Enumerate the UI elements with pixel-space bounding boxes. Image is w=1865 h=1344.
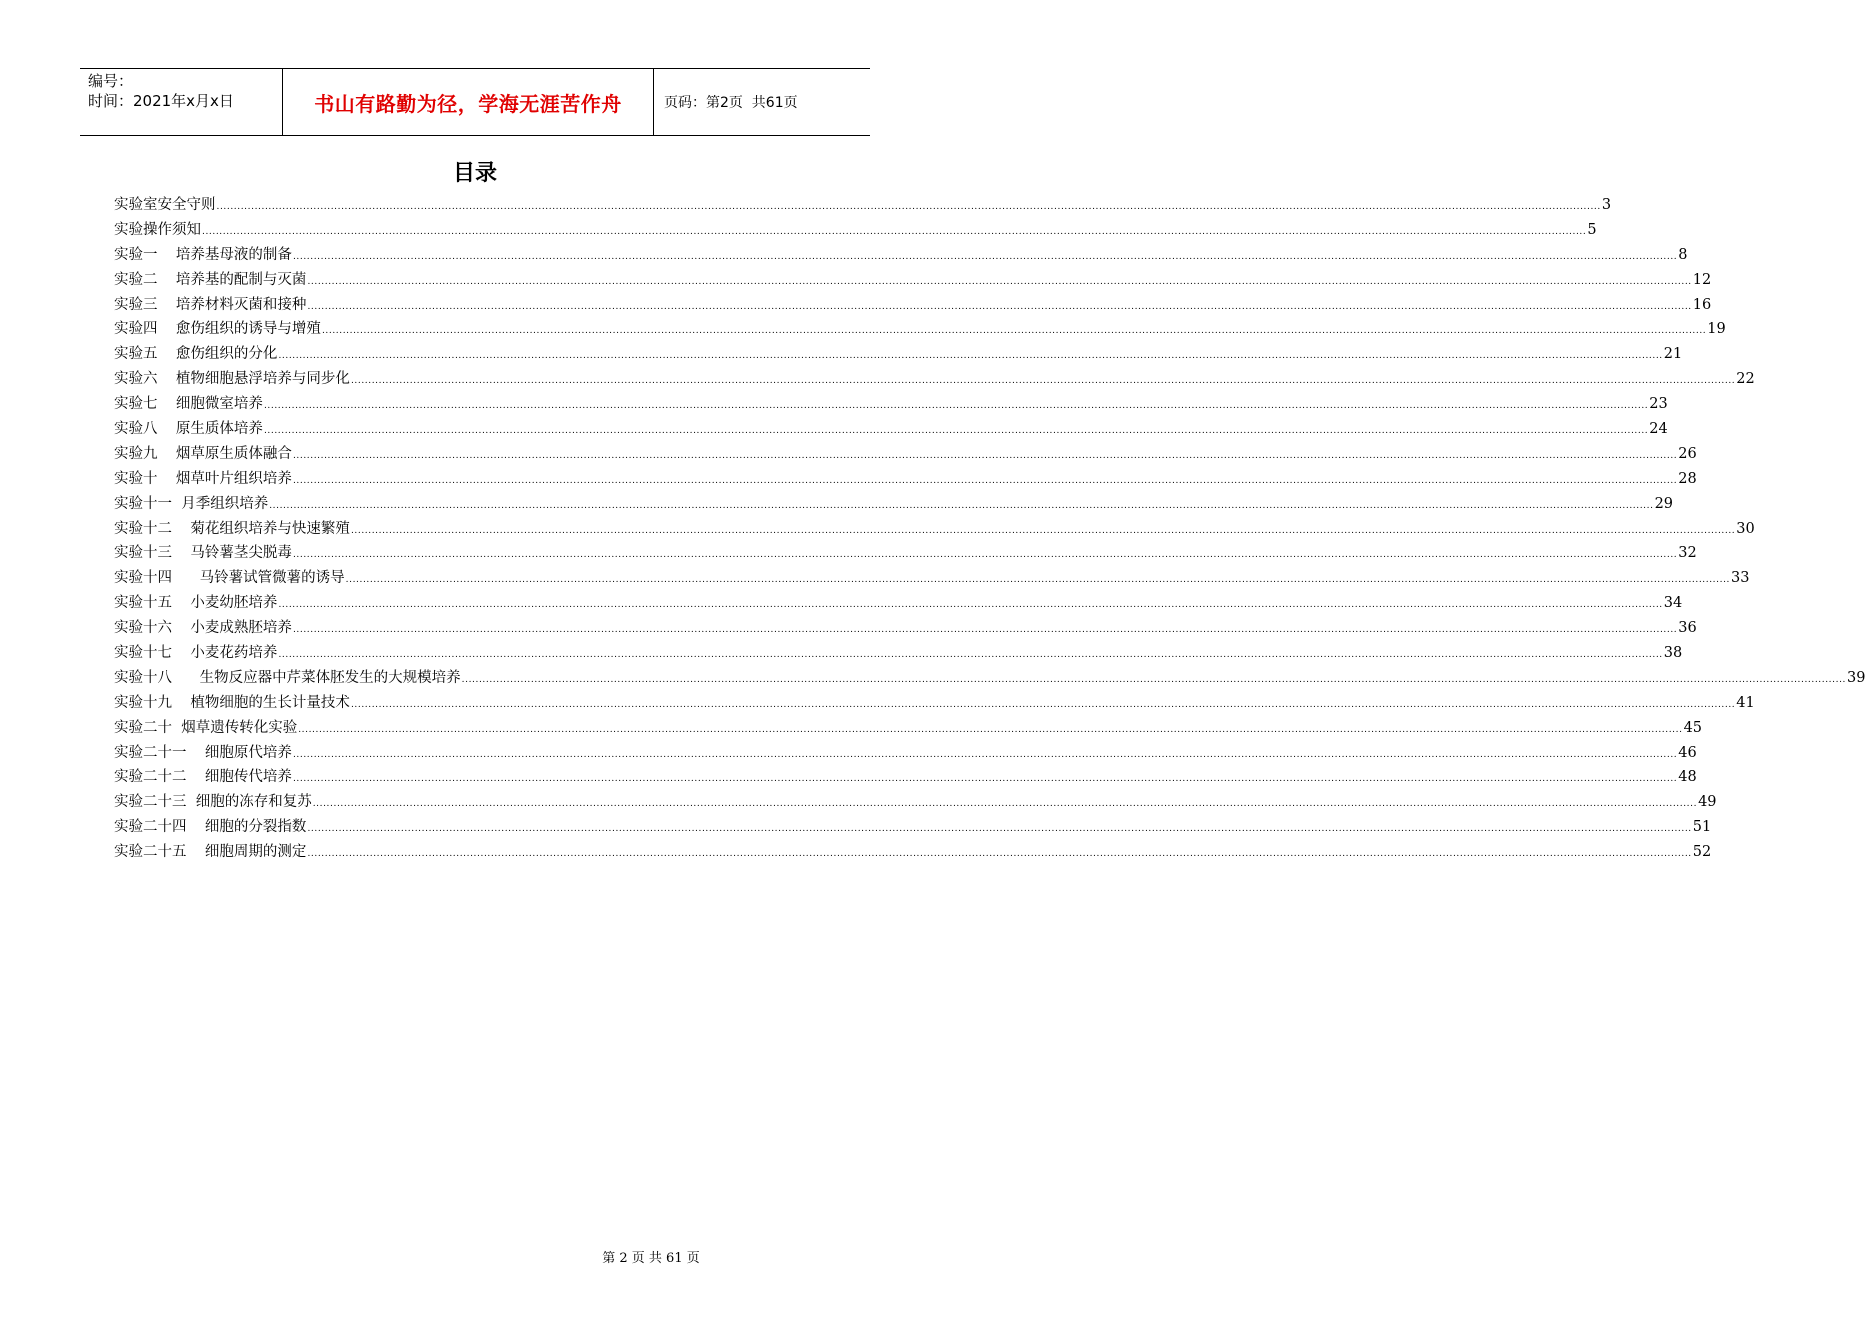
toc-entry[interactable] <box>114 765 1697 790</box>
toc-entry-page: 23 <box>1649 396 1668 413</box>
toc-entry[interactable] <box>114 616 1697 641</box>
toc-entry-label: 实验操作须知 <box>114 221 201 238</box>
toc-dot-leader: ................................................................................................................................................................................................................................................................................................................................................................................................................ <box>307 276 1692 287</box>
toc-entry[interactable] <box>114 840 1712 865</box>
toc-entry-label: 实验六 植物细胞悬浮培养与同步化 <box>114 371 350 388</box>
toc-entry-page: 34 <box>1663 595 1683 612</box>
toc-entry-label: 实验二十 烟草遗传转化实验 <box>114 719 298 736</box>
toc-entry-page: 41 <box>1736 694 1755 711</box>
toc-entry-label: 实验十八 生物反应器中芹菜体胚发生的大规模培养 <box>114 669 461 686</box>
toc-dot-leader: ................................................................................................................................................................................................................................................................................................................................................................................................................ <box>307 849 1692 860</box>
toc-entry-page: 30 <box>1736 520 1755 537</box>
toc-entry-page: 5 <box>1587 221 1597 238</box>
toc-entry[interactable] <box>114 243 1688 268</box>
toc-entry-page: 19 <box>1707 321 1726 338</box>
page-footer: 第 2 页 共 61 页 <box>602 1251 700 1266</box>
toc-dot-leader: ................................................................................................................................................................................................................................................................................................................................................................................................................ <box>307 301 1692 312</box>
toc-entry-label: 实验九 烟草原生质体融合 <box>114 445 292 462</box>
toc-dot-leader: ................................................................................................................................................................................................................................................................................................................................................................................................................ <box>278 650 1663 661</box>
toc-entry-page: 52 <box>1692 844 1712 861</box>
toc-entry-label: 实验一 培养基母液的制备 <box>114 246 292 263</box>
toc-entry[interactable] <box>114 666 1865 691</box>
toc-entry[interactable] <box>114 517 1755 542</box>
toc-entry[interactable] <box>114 641 1683 666</box>
toc-entry[interactable] <box>114 591 1683 616</box>
toc-entry[interactable] <box>114 566 1750 591</box>
toc-entry[interactable] <box>114 467 1697 492</box>
toc-dot-leader: ................................................................................................................................................................................................................................................................................................................................................................................................................ <box>350 376 1736 387</box>
toc-entry-label: 实验三 培养材料灭菌和接种 <box>114 296 307 313</box>
toc-entry-label: 实验二十三 细胞的冻存和复苏 <box>114 794 312 811</box>
toc-entry-label: 实验十七 小麦花药培养 <box>114 645 278 662</box>
toc-entry-page: 28 <box>1678 470 1697 487</box>
toc-entry-page: 24 <box>1649 421 1668 438</box>
toc-entry-label: 实验十五 小麦幼胚培养 <box>114 595 278 612</box>
toc-dot-leader: ................................................................................................................................................................................................................................................................................................................................................................................................................ <box>350 699 1736 710</box>
toc-entry-page: 3 <box>1601 197 1612 213</box>
toc-dot-leader: ................................................................................................................................................................................................................................................................................................................................................................................................................ <box>350 525 1736 536</box>
toc-dot-leader: ................................................................................................................................................................................................................................................................................................................................................................................................................ <box>292 749 1678 760</box>
toc-entry-label: 实验十二 菊花组织培养与快速繁殖 <box>114 520 350 537</box>
header-page-info: 页码：第2页 共61页 <box>664 95 798 111</box>
header-motto: 书山有路勤为径，学海无涯苦作舟 <box>282 69 654 135</box>
header-meta <box>80 69 282 135</box>
toc-entry-page: 22 <box>1736 371 1755 388</box>
header-time-label: 时间：2021年x月x日 <box>88 92 234 110</box>
toc-entry-page: 21 <box>1663 346 1683 363</box>
toc-entry[interactable] <box>114 342 1683 367</box>
toc-dot-leader: ................................................................................................................................................................................................................................................................................................................................................................................................................ <box>292 450 1678 461</box>
toc-dot-leader: ................................................................................................................................................................................................................................................................................................................................................................................................................ <box>269 500 1654 511</box>
toc-dot-leader: ................................................................................................................................................................................................................................................................................................................................................................................................................ <box>278 600 1663 611</box>
toc-dot-leader: ................................................................................................................................................................................................................................................................................................................................................................................................................ <box>292 251 1678 262</box>
toc-entry[interactable] <box>114 492 1674 517</box>
toc-entry-page: 45 <box>1683 719 1703 736</box>
toc-entry-page: 33 <box>1731 570 1750 587</box>
toc-entry-page: 51 <box>1692 819 1712 836</box>
toc-entry-label: 实验七 细胞微室培养 <box>114 396 263 413</box>
toc-entry-page: 36 <box>1678 620 1697 637</box>
toc-dot-leader: ................................................................................................................................................................................................................................................................................................................................................................................................................ <box>292 774 1678 785</box>
toc-entry-label: 实验十 烟草叶片组织培养 <box>114 470 292 487</box>
toc-entry-page: 26 <box>1678 445 1697 462</box>
toc-dot-leader: ................................................................................................................................................................................................................................................................................................................................................................................................................ <box>292 625 1678 636</box>
toc-dot-leader: ................................................................................................................................................................................................................................................................................................................................................................................................................ <box>461 674 1846 685</box>
toc-entry-label: 实验十九 植物细胞的生长计量技术 <box>114 694 350 711</box>
toc-entry-page: 49 <box>1698 794 1717 811</box>
toc-entry-label: 实验十四 马铃薯试管微薯的诱导 <box>114 570 345 587</box>
toc-dot-leader: ................................................................................................................................................................................................................................................................................................................................................................................................................ <box>278 351 1663 362</box>
toc-entry[interactable] <box>114 815 1712 840</box>
toc-dot-leader: ................................................................................................................................................................................................................................................................................................................................................................................................................ <box>345 575 1730 586</box>
toc-entry-page: 38 <box>1663 645 1683 662</box>
toc-entry-page: 29 <box>1654 495 1674 512</box>
toc-entry-page: 48 <box>1678 769 1697 786</box>
toc-entry[interactable] <box>114 541 1697 566</box>
toc-dot-leader: ................................................................................................................................................................................................................................................................................................................................................................................................................ <box>312 799 1698 810</box>
toc-entry[interactable] <box>114 442 1697 467</box>
toc-entry-page: 12 <box>1692 271 1712 288</box>
toc-entry-page: 46 <box>1678 744 1697 761</box>
table-of-contents <box>114 193 1865 865</box>
toc-entry-label: 实验室安全守则 <box>114 197 216 213</box>
toc-entry[interactable] <box>114 268 1712 293</box>
toc-entry[interactable] <box>114 741 1697 766</box>
toc-dot-leader: ................................................................................................................................................................................................................................................................................................................................................................................................................ <box>202 226 1587 237</box>
toc-entry-page: 39 <box>1847 669 1865 686</box>
toc-dot-leader: ................................................................................................................................................................................................................................................................................................................................................................................................................ <box>292 475 1678 486</box>
toc-entry-label: 实验二十四 细胞的分裂指数 <box>114 819 307 836</box>
toc-dot-leader: ................................................................................................................................................................................................................................................................................................................................................................................................................ <box>263 426 1649 437</box>
toc-entry[interactable] <box>114 193 1612 218</box>
toc-entry-label: 实验十一 月季组织培养 <box>114 495 269 512</box>
toc-dot-leader: ................................................................................................................................................................................................................................................................................................................................................................................................................ <box>307 824 1692 835</box>
toc-entry[interactable] <box>114 293 1712 318</box>
toc-entry[interactable] <box>114 417 1668 442</box>
header-number-label: 编号： <box>88 72 134 90</box>
toc-entry-page: 8 <box>1678 246 1688 263</box>
toc-entry-label: 实验十三 马铃薯茎尖脱毒 <box>114 545 292 562</box>
toc-dot-leader: ................................................................................................................................................................................................................................................................................................................................................................................................................ <box>292 550 1678 561</box>
toc-dot-leader: ................................................................................................................................................................................................................................................................................................................................................................................................................ <box>216 202 1601 212</box>
toc-entry[interactable] <box>114 367 1755 392</box>
toc-entry-label: 实验二 培养基的配制与灭菌 <box>114 271 307 288</box>
toc-entry-label: 实验五 愈伤组织的分化 <box>114 346 278 363</box>
toc-entry-label: 实验四 愈伤组织的诱导与增殖 <box>114 321 321 338</box>
toc-entry[interactable] <box>114 691 1755 716</box>
toc-entry[interactable] <box>114 218 1597 243</box>
toc-dot-leader: ................................................................................................................................................................................................................................................................................................................................................................................................................ <box>321 326 1707 337</box>
toc-entry-label: 实验二十二 细胞传代培养 <box>114 769 292 786</box>
toc-entry[interactable] <box>114 790 1717 815</box>
toc-entry-label: 实验二十一 细胞原代培养 <box>114 744 292 761</box>
toc-entry[interactable] <box>114 317 1726 342</box>
toc-entry[interactable] <box>114 392 1668 417</box>
toc-entry-label: 实验八 原生质体培养 <box>114 421 263 438</box>
toc-entry[interactable] <box>114 716 1703 741</box>
toc-entry-label: 实验十六 小麦成熟胚培养 <box>114 620 292 637</box>
toc-dot-leader: ................................................................................................................................................................................................................................................................................................................................................................................................................ <box>298 724 1683 735</box>
toc-entry-page: 16 <box>1692 296 1712 313</box>
toc-title: 目录 <box>452 161 497 186</box>
toc-dot-leader: ................................................................................................................................................................................................................................................................................................................................................................................................................ <box>263 401 1649 412</box>
toc-entry-label: 实验二十五 细胞周期的测定 <box>114 844 307 861</box>
page-header <box>80 68 870 136</box>
toc-entry-page: 32 <box>1678 545 1697 562</box>
